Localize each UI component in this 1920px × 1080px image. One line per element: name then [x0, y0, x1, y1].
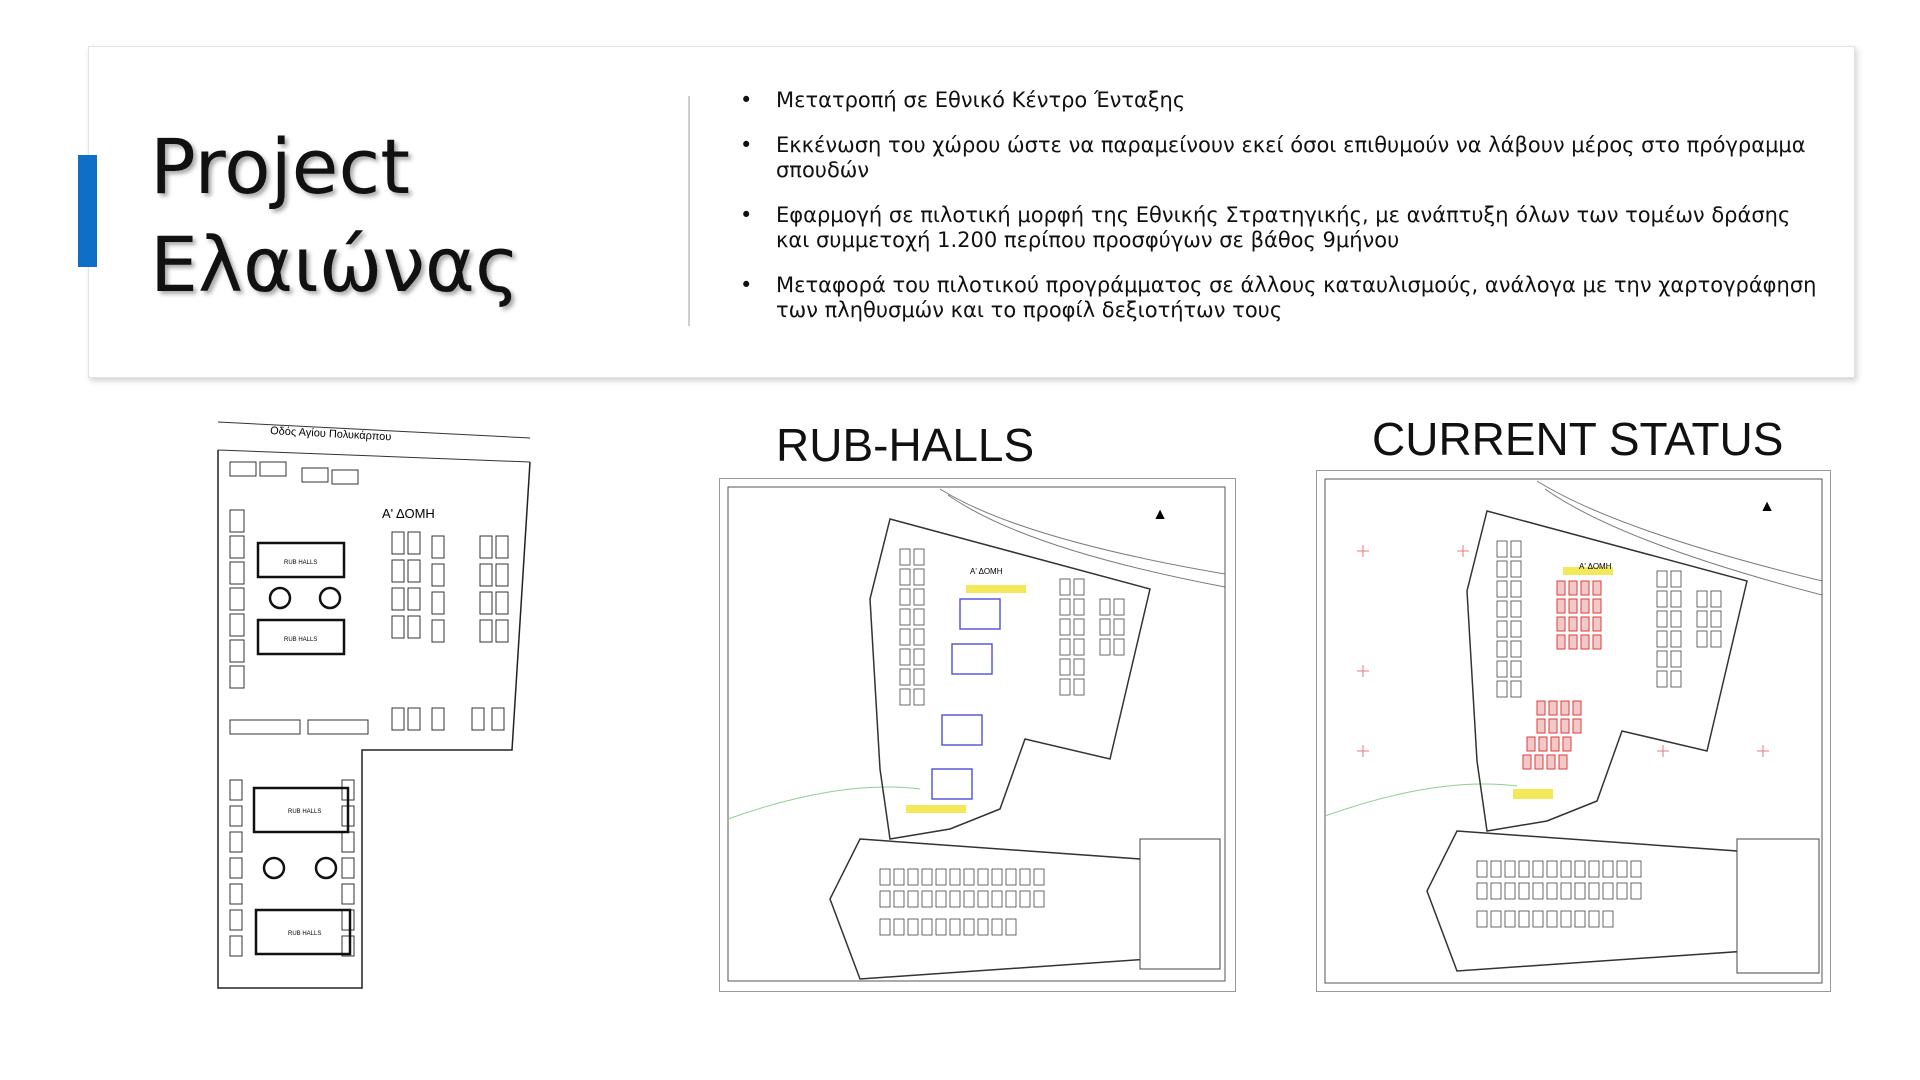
site-plan-left-drawing: [212, 420, 534, 998]
bullet-item: [740, 273, 1820, 323]
title-line-2: Ελαιώνας: [150, 220, 520, 309]
north-arrow-icon: ▲: [1152, 506, 1168, 523]
bullet-text: Μετατροπή σε Εθνικό Κέντρο Ένταξης: [776, 88, 1186, 112]
rub-halls: [254, 543, 350, 954]
rub-hall-outlines: [932, 599, 1000, 799]
street-label: Οδός Αγίου Πολυκάρπου: [269, 425, 392, 444]
site-plan-right-drawing: [1317, 471, 1830, 991]
hall-label: RUB HALLS: [284, 560, 318, 566]
site-plan-middle-drawing: [720, 479, 1235, 991]
bullet-item: [740, 88, 1820, 113]
site-plan-right: [1316, 470, 1831, 992]
bullet-item: [740, 133, 1820, 183]
rub-halls-heading: RUB-HALLS: [776, 419, 1035, 471]
bullet-text: Μεταφορά του πιλοτικού προγράμματος σε άλλους καταυλισμούς, ανάλογα με την χαρτογράφηση των πληθυσμών και το προφίλ δεξιοτήτων τους: [776, 273, 1817, 322]
map-legend: [1737, 839, 1819, 973]
site-plan-left: [212, 420, 534, 998]
bullet-dot: •: [740, 203, 753, 227]
north-arrow-icon: ▲: [1759, 498, 1775, 515]
new-tent-blocks: [1523, 581, 1601, 769]
slide-title: [150, 118, 520, 314]
map-legend: [1140, 839, 1220, 969]
tent-grid: [880, 549, 1124, 935]
hall-label: RUB HALLS: [284, 637, 318, 643]
accent-bar: [78, 155, 97, 267]
hall-label: RUB HALLS: [288, 809, 322, 815]
site-plan-middle: [719, 478, 1236, 992]
bullet-dot: •: [740, 133, 753, 157]
hall-label: RUB HALLS: [288, 931, 322, 937]
bullet-text: Εφαρμογή σε πιλοτική μορφή της Εθνικής Στρατηγικής, με ανάπτυξη όλων των τομέων δράσης και συμμετοχή 1.200 περίπου προσφύγων σε βάθος 9μήνου: [776, 203, 1791, 252]
building-label: Α' ΔΟΜΗ: [1579, 562, 1612, 571]
current-status-heading: CURRENT STATUS: [1372, 413, 1784, 465]
bullet-dot: •: [740, 88, 753, 112]
vertical-divider: [688, 96, 690, 326]
building-label: Α' ΔΟΜΗ: [382, 506, 435, 521]
bullet-list: [740, 88, 1820, 343]
tent-grid: [230, 462, 508, 956]
building-label: Α' ΔΟΜΗ: [970, 567, 1003, 576]
bullet-text: Εκκένωση του χώρου ώστε να παραμείνουν εκεί όσοι επιθυμούν να λάβουν μέρος στο πρόγραμμα σπουδών: [776, 133, 1806, 182]
title-line-1: Project: [150, 122, 411, 211]
bullet-item: [740, 203, 1820, 253]
bullet-dot: •: [740, 273, 753, 297]
